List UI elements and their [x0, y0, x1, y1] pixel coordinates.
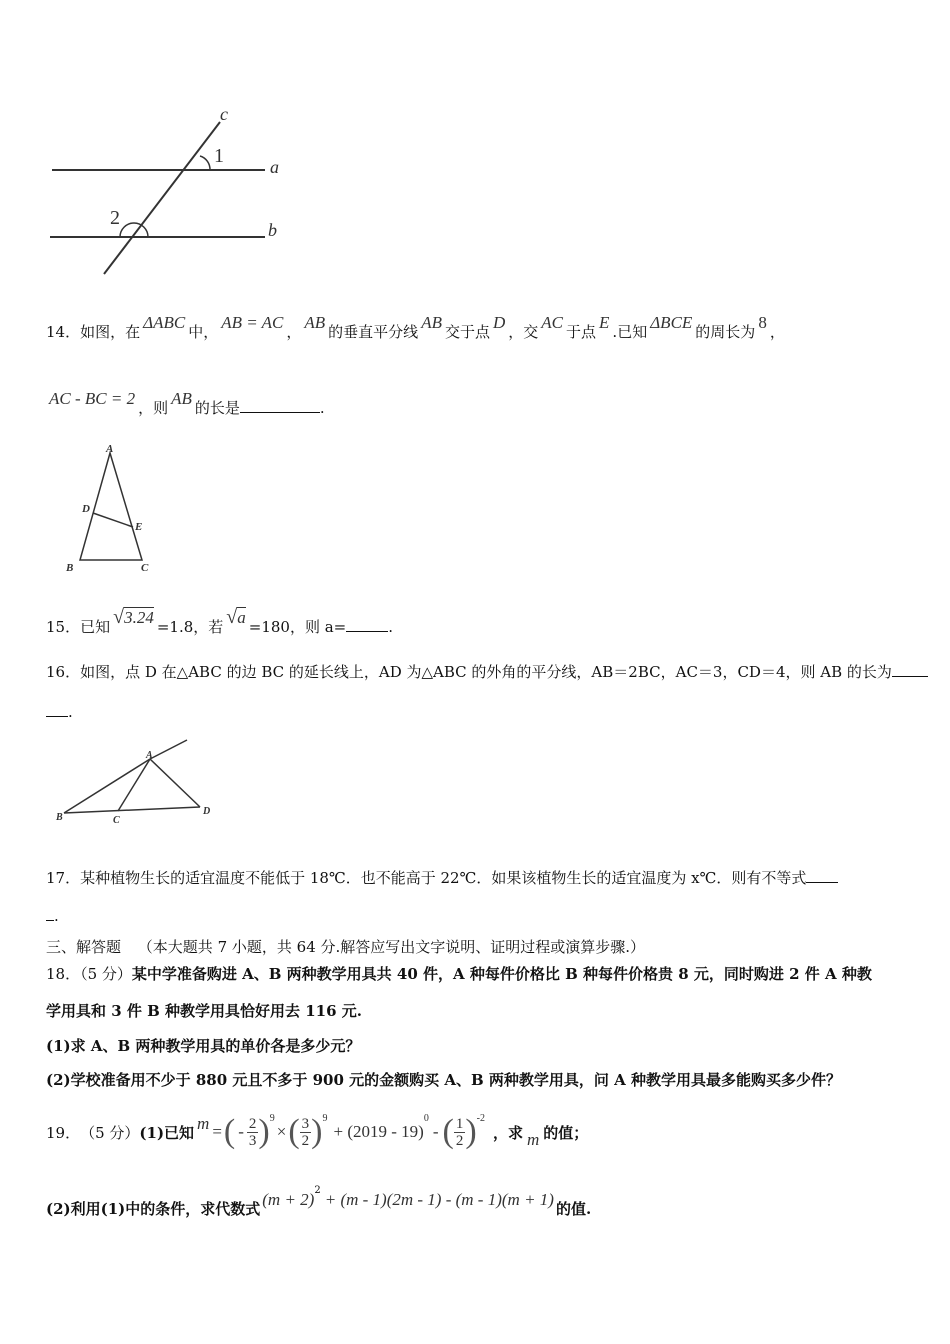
q14-text: ，交 [508, 323, 539, 341]
figure-exterior-bisector [50, 735, 230, 830]
exp-9: 9 [322, 1112, 328, 1124]
q17-number: 17． [46, 869, 81, 887]
q15-text: =180，则 a= [248, 618, 347, 636]
q14-number: 14． [46, 323, 81, 341]
math-expr-a: (m + 2) [262, 1190, 315, 1209]
math-e: E [599, 313, 610, 332]
frac-2-3 [247, 1116, 259, 1149]
math-8: 8 [758, 313, 767, 332]
q18-score: （5 分） [80, 965, 132, 983]
sqrt-3-24: √3.24 [113, 606, 154, 628]
figure-parallel-lines [40, 100, 300, 280]
q17-text: . [54, 907, 59, 925]
label-a: a [270, 157, 279, 177]
q18-sub2 [46, 1070, 841, 1090]
math-ab-eq-ac: AB = AC [221, 313, 284, 332]
radicand-3-24: 3.24 [124, 608, 154, 627]
q14-text: ， [286, 323, 302, 341]
q17-line1 [46, 868, 838, 888]
q14-text: .已知 [612, 323, 648, 341]
q18-line2 [46, 1001, 362, 1021]
q15-number: 15． [46, 618, 81, 636]
q19-sub1-text: (1)已知 [139, 1123, 195, 1142]
q16-text: 如图，点 D 在△ABC 的边 BC 的延长线上，AD 为△ABC 的外角的平分线，AB＝2BC，AC＝3，CD＝4，则 AB 的长为 [80, 663, 892, 681]
q19-text: 的值. [555, 1199, 592, 1218]
math-minus: - [432, 1122, 439, 1141]
frac-den: 2 [301, 1132, 310, 1149]
q19-score: （5 分） [80, 1123, 140, 1142]
math-ac-minus-bc: AC - BC = 2 [49, 389, 136, 408]
q14-line2 [46, 389, 325, 418]
q16-line2 [46, 702, 73, 722]
math-ab: AB [421, 313, 442, 332]
math-plus-term: + (2019 - 19) [333, 1122, 424, 1141]
exp-2: 2 [314, 1184, 321, 1196]
q15-text: =1.8，若 [156, 618, 224, 636]
section-title: 三、解答题 [46, 938, 122, 956]
q14-line1 [46, 313, 785, 342]
q15-text: . [388, 618, 394, 636]
radicand-a: a [237, 608, 246, 627]
q14-text: 的长是 [194, 399, 240, 417]
q16-text: . [68, 703, 73, 721]
q14-text: 中， [188, 323, 219, 341]
math-ab: AB [304, 313, 326, 332]
q18-text: 某中学准备购进 A、B 两种教学用具共 40 件，A 种每件价格比 B 种每件价格贵 8 元，同时购进 2 件 A 种教 [131, 965, 872, 983]
q17-line2 [46, 906, 59, 926]
frac-3-2 [300, 1116, 312, 1149]
label-2: 2 [110, 207, 120, 229]
q17-text: 某种植物生长的适宜温度不能低于 18℃．也不能高于 22℃．如果该植物生长的适宜温度为 x℃．则有不等式 [80, 869, 807, 887]
q14-text: 的周长为 [695, 323, 756, 341]
frac-num: 3 [301, 1115, 310, 1132]
math-triangle-abc: ΔABC [143, 313, 186, 332]
sqrt-a: √a [226, 606, 246, 628]
q19-sub2-text: (2)利用(1)中的条件，求代数式 [46, 1199, 261, 1218]
q15 [46, 606, 394, 637]
label-B: B [66, 562, 74, 574]
label-E: E [135, 521, 143, 533]
q19-text: 的值； [543, 1123, 589, 1142]
answer-blank[interactable] [806, 868, 838, 883]
q18-sub2-text: (2)学校准备用不少于 880 元且不多于 900 元的金额购买 A、B 两种教学用具，问 A 种教学用具最多能购买多少件？ [46, 1071, 841, 1089]
q19-line2 [46, 1184, 592, 1224]
frac-1-2 [454, 1116, 466, 1149]
q14-text: 如图，在 [80, 323, 141, 341]
q19-number: 19． [46, 1123, 81, 1142]
section-note: （本大题共 7 小题，共 64 分.解答应写出文字说明、证明过程或演算步骤.） [137, 938, 646, 956]
q16-number: 16． [46, 663, 81, 681]
formula-m: m = ( - $\frac{2}{3}$ ) 9 × ( $\frac{3}{2}$ ) 9 + (2019 - 19) 0 - ( $\frac{1}{2}$ ) -2 [197, 1112, 485, 1150]
exp-0: 0 [423, 1112, 429, 1124]
q19-text: ，求 [493, 1123, 524, 1142]
figure-triangle [60, 440, 170, 580]
label-1: 1 [214, 145, 224, 167]
q16-line1 [46, 662, 928, 682]
label-C: C [113, 815, 120, 826]
label-c: c [220, 104, 228, 124]
q14-text: 交于点 [444, 323, 490, 341]
math-ac: AC [541, 313, 564, 332]
math-m: m [197, 1114, 210, 1133]
q14-text: 于点 [566, 323, 597, 341]
q18-line1 [46, 964, 872, 984]
q14-text: 的垂直平分线 [328, 323, 419, 341]
math-d: D [492, 313, 506, 332]
q18-sub1-text: (1)求 A、B 两种教学用具的单价各是多少元？ [46, 1037, 361, 1055]
math-expr-b: + (m - 1)(2m - 1) - (m - 1)(m + 1) [324, 1190, 554, 1209]
answer-blank[interactable] [346, 617, 388, 632]
label-A: A [106, 443, 114, 455]
math-eq: = [212, 1122, 222, 1141]
math-ab: AB [171, 389, 192, 408]
q14-text: ，则 [138, 399, 169, 417]
frac-num: 2 [248, 1115, 257, 1132]
math-neg: - [238, 1122, 244, 1141]
q14-text: ， [769, 323, 785, 341]
answer-blank[interactable] [240, 398, 320, 413]
exp-neg2: -2 [476, 1112, 485, 1124]
label-A: A [146, 750, 153, 761]
label-C: C [141, 562, 149, 574]
exp-9: 9 [269, 1112, 275, 1124]
frac-den: 2 [455, 1132, 464, 1149]
answer-blank-cont[interactable] [46, 906, 54, 921]
math-triangle-bce: ΔBCE [650, 313, 693, 332]
section-3-header [46, 937, 645, 957]
q14-text: . [319, 399, 325, 417]
q15-text: 已知 [80, 618, 111, 636]
frac-num: 1 [455, 1115, 464, 1132]
q18-sub1 [46, 1036, 360, 1056]
frac-den: 3 [248, 1132, 257, 1149]
label-b: b [268, 220, 277, 240]
q19-line1 [46, 1106, 588, 1158]
label-D: D [82, 503, 90, 515]
q18-text: 学用具和 3 件 B 种教学用具恰好用去 116 元. [46, 1002, 362, 1020]
q18-number: 18． [46, 965, 81, 983]
label-D: D [203, 806, 211, 817]
math-times: × [276, 1122, 287, 1141]
answer-blank-cont[interactable] [46, 702, 68, 717]
label-B: B [56, 812, 63, 823]
answer-blank[interactable] [892, 662, 928, 677]
math-m: m [527, 1130, 540, 1149]
